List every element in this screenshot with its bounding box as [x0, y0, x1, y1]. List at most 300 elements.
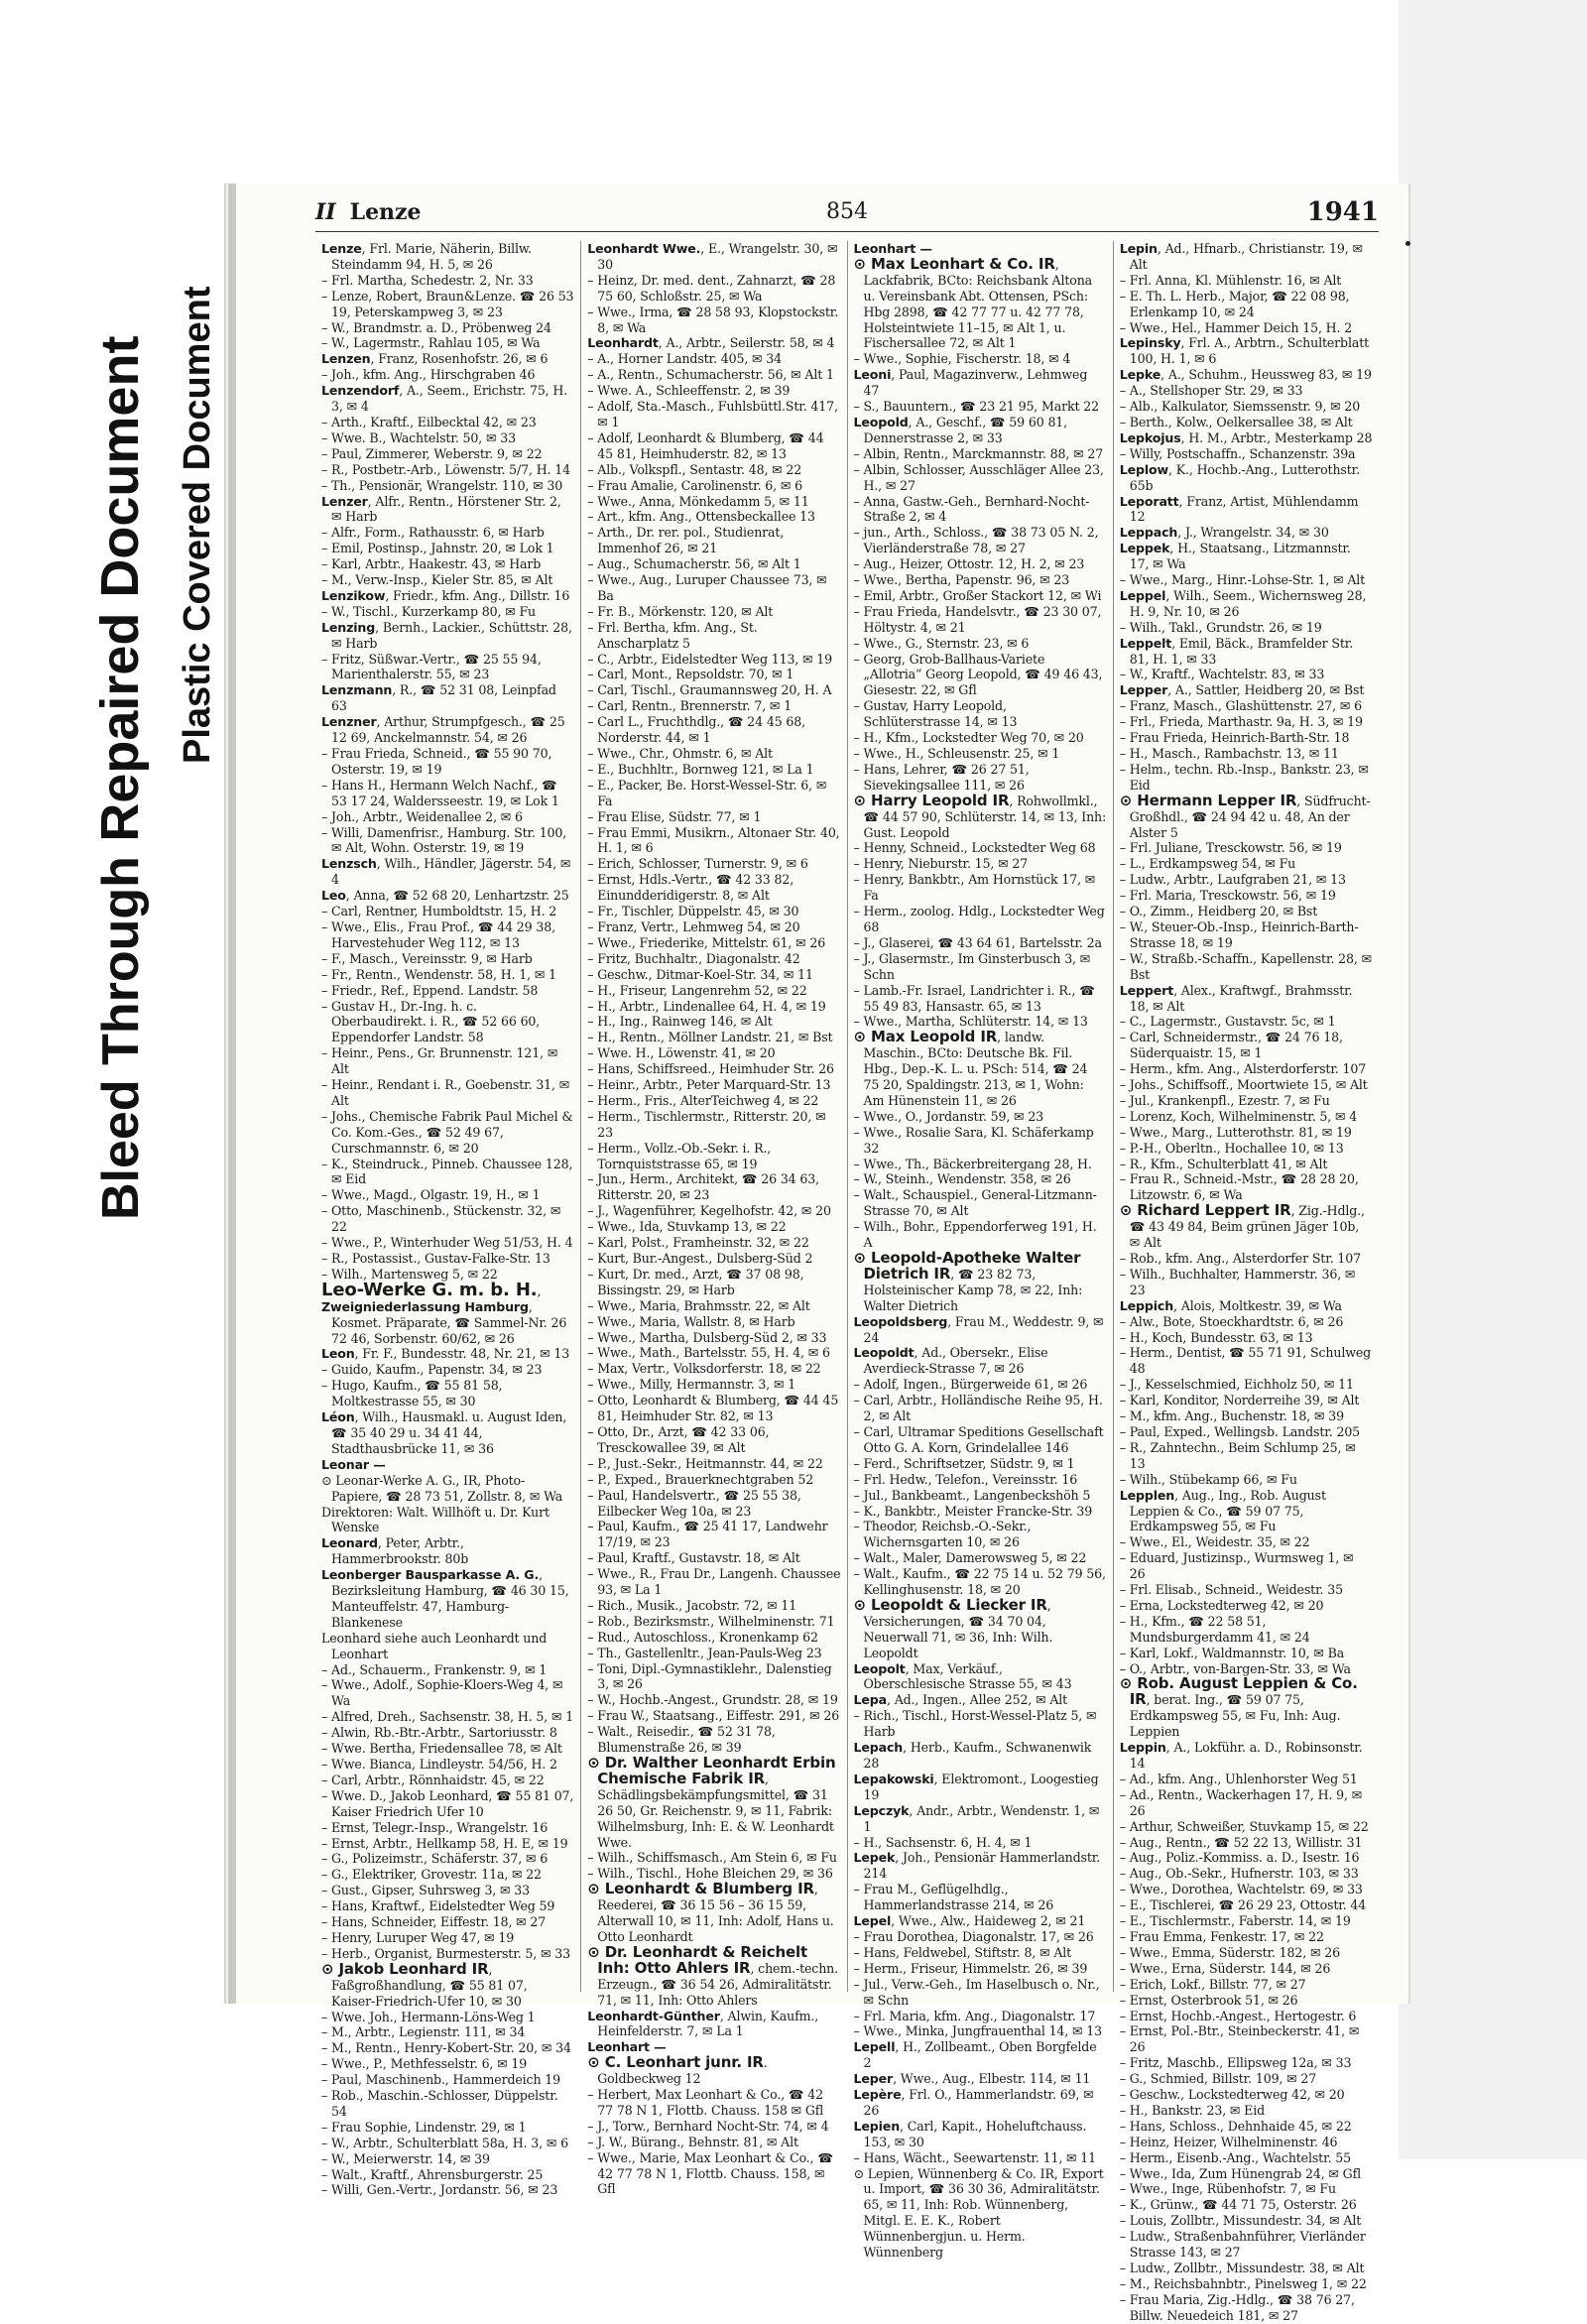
directory-entry: Lepper, A., Sattler, Heidberg 20, ✉ Bst — [1119, 682, 1365, 698]
directory-entry: – Kurt, Bur.-Angest., Dulsberg-Süd 2 — [587, 1251, 813, 1266]
directory-entry: – Wwe. Bertha, Friedensallee 78, ✉ Alt — [321, 1741, 562, 1757]
directory-entry: – Rob., Bezirksmstr., Wilhelminenstr. 71 — [587, 1613, 835, 1629]
directory-entry: – Herbert, Max Leonhart & Co., ☎ 42 77 78 N 1, Flottb. Chauss. 158 ✉ Gfl — [587, 2087, 824, 2118]
directory-entry: ⊙ Max Leonhart & Co. IR, Lackfabrik, BCto: Reichsbank Altona u. Vereinsbank Abt. Ottensen, PSch: Hbg 2898, ☎ 42 77 77 u. 42 77 78, Holsteintwiete 11–15, ✉ Alt 1, u. Fischersallee 72, ✉ Alt 1 — [853, 254, 1093, 351]
directory-entry: – Helm., techn. Rb.-Insp., Bankstr. 23, ✉ Eid — [1119, 761, 1369, 793]
directory-entry: – Wwe., Elis., Frau Prof., ☎ 44 29 38, Harvestehuder Weg 112, ✉ 13 — [321, 918, 555, 950]
directory-entry: – Walt., Maler, Damerowsweg 5, ✉ 22 — [853, 1550, 1087, 1566]
directory-entry: – Wwe., Ida, Stuvkamp 13, ✉ 22 — [587, 1219, 787, 1235]
directory-entry: – Hans, Schneider, Eiffestr. 18, ✉ 27 — [321, 1914, 547, 1930]
directory-entry: – J., Wagenführer, Kegelhofstr. 42, ✉ 20 — [587, 1203, 831, 1219]
directory-entry: – Herm., Tischlermstr., Ritterstr. 20, ✉ 23 — [587, 1108, 826, 1140]
directory-entry: – Carl, Arbtr., Holländische Reihe 95, H. 2, ✉ Alt — [853, 1393, 1103, 1424]
directory-entry: – Jul., Verw.-Geh., Im Haselbusch o. Nr., ✉ Schn — [853, 1976, 1100, 2008]
directory-entry: – E., Buchhltr., Bornweg 121, ✉ La 1 — [587, 761, 814, 777]
directory-entry: – Willi, Damenfrisr., Hamburg. Str. 100, ✉ Alt, Wohn. Osterstr. 19, ✉ 19 — [321, 824, 567, 856]
directory-entry: – Paul, Kaufm., ☎ 25 41 17, Landwehr 17/19, ✉ 23 — [587, 1519, 828, 1550]
directory-entry: – Otto, Dr., Arzt, ☎ 42 33 06, Tresckowallee 39, ✉ Alt — [587, 1423, 770, 1455]
directory-entry: – Wwe., Marg., Hinr.-Lohse-Str. 1, ✉ Alt — [1119, 572, 1366, 588]
directory-entry: – Karl, Arbtr., Haakestr. 43, ✉ Harb — [321, 556, 542, 572]
directory-entry: ⊙ Harry Leopold IR, Rohwollmkl., ☎ 44 57 90, Schlüterstr. 14, ✉ 13, Inh: Gust. Leopold — [853, 791, 1107, 840]
directory-entry: – G., Elektriker, Grovestr. 11a, ✉ 22 — [321, 1867, 543, 1883]
column-3 — [848, 241, 1114, 2261]
directory-entry: – Franz, Masch., Glashüttenstr. 27, ✉ 6 — [1119, 698, 1362, 714]
directory-entry: Lepakowski, Elektromont., Loogestieg 19 — [853, 1771, 1099, 1802]
directory-entry: Lepkojus, H. M., Arbtr., Mesterkamp 28 — [1119, 429, 1373, 445]
directory-entry: – Adolf, Leonhardt & Blumberg, ☎ 44 45 81, Heimhuderstr. 82, ✉ 13 — [587, 429, 824, 461]
directory-entry: – Arthur, Schweißer, Stuvkamp 15, ✉ 22 — [1119, 1818, 1369, 1834]
directory-entry: – Hugo, Kaufm., ☎ 55 81 58, Moltkestrasse 55, ✉ 30 — [321, 1378, 503, 1409]
directory-entry: Lenzner, Arthur, Strumpfgesch., ☎ 25 12 69, Anckelmannstr. 54, ✉ 26 — [321, 714, 565, 746]
directory-entry: – Wwe., Martha, Dulsberg-Süd 2, ✉ 33 — [587, 1329, 827, 1345]
directory-entry: Lepien, Carl, Kapit., Hoheluftchauss. 153, ✉ 30 — [853, 2118, 1087, 2149]
directory-entry: – E., Packer, Be. Horst-Wessel-Str. 6, ✉ Fa — [587, 777, 827, 808]
directory-entry: – Heinz, Heizer, Wilhelminenstr. 46 — [1119, 2134, 1338, 2149]
directory-entry: ⊙ Leopold-Apotheke Walter Dietrich IR, ☎ 23 82 73, Holsteinischer Kamp 78, ✉ 22, Inh: Walter Dietrich — [853, 1249, 1083, 1313]
directory-entry: – H., Friseur, Langenrehm 52, ✉ 22 — [587, 982, 807, 998]
directory-entry: – Fritz, Buchhaltr., Diagonalstr. 42 — [587, 950, 800, 966]
directory-entry: – Rich., Tischl., Horst-Wessel-Platz 5, ✉ Harb — [853, 1708, 1097, 1740]
directory-entry: Leonhardt-Günther, Alwin, Kaufm., Heinfelderstr. 7, ✉ La 1 — [587, 2008, 819, 2039]
plastic-covered-label: Plastic Covered Document — [177, 286, 218, 764]
directory-entry: – Ernst, Arbtr., Hellkamp 58, H. E, ✉ 19 — [321, 1835, 568, 1851]
directory-entry: – Wwe., Bertha, Papenstr. 96, ✉ 23 — [853, 572, 1070, 588]
directory-entry: – Paul, Zimmerer, Weberstr. 9, ✉ 22 — [321, 445, 543, 461]
directory-entry: Leporatt, Franz, Artist, Mühlendamm 12 — [1119, 493, 1359, 525]
directory-entry: Lenzikow, Friedr., kfm. Ang., Dillstr. 16 — [321, 587, 570, 603]
directory-entry: – Ernst, Telegr.-Insp., Wrangelstr. 16 — [321, 1819, 549, 1835]
directory-entry: – Wwe., Adolf., Sophie-Kloers-Weg 4, ✉ Wa — [321, 1677, 563, 1709]
directory-entry: – Toni, Dipl.-Gymnastiklehr., Dalenstieg 3, ✉ 26 — [587, 1660, 832, 1692]
directory-entry: – Aug., Schumacherstr. 56, ✉ Alt 1 — [587, 556, 801, 572]
directory-entry: Leonhart — — [587, 2039, 667, 2055]
directory-entry: – Ad., kfm. Ang., Uhlenhorster Weg 51 — [1119, 1771, 1358, 1786]
directory-entry: – Henry, Bankbtr., Am Hornstück 17, ✉ Fa — [853, 872, 1096, 904]
directory-entry: – Henry, Luruper Weg 47, ✉ 19 — [321, 1929, 515, 1945]
directory-entry: – Frl. Maria, kfm. Ang., Diagonalstr. 17 — [853, 2008, 1096, 2023]
directory-entry: – Paul, Exped., Wellingsb. Landstr. 205 — [1119, 1423, 1361, 1439]
directory-entry: – Wwe. B., Wachtelstr. 50, ✉ 33 — [321, 429, 516, 445]
directory-entry: Leonhart — — [853, 241, 932, 256]
directory-entry: Leplow, K., Hochb.-Ang., Lutterothstr. 65b — [1119, 461, 1360, 493]
directory-entry: – R., Postassist., Gustav-Falke-Str. 13 — [321, 1251, 550, 1266]
directory-entry: ⊙ Lepien, Wünnenberg & Co. IR, Export u. Import, ☎ 36 30 36, Admiralitätstr. 65, ✉ 11, Inh: Rob. Wünnenberg, Mitgl. E. E. K., Robert Wünnenbergjun. u. Herm. Wünnenberg — [853, 2165, 1104, 2261]
directory-entry: – P.-H., Oberltn., Hochallee 10, ✉ 13 — [1119, 1140, 1344, 1156]
directory-entry: – Adolf, Sta.-Masch., Fuhlsbüttl.Str. 417, ✉ 1 — [587, 399, 838, 429]
directory-entry: – Herm., kfm. Ang., Alsterdorferstr. 107 — [1119, 1061, 1367, 1077]
directory-entry: – C., Arbtr., Eidelstedter Weg 113, ✉ 19 — [587, 651, 833, 667]
directory-entry: – R., Kfm., Schulterblatt 41, ✉ Alt — [1119, 1156, 1328, 1171]
directory-entry: ⊙ Leopoldt & Liecker IR, Versicherungen, ☎ 34 70 04, Neuerwall 71, ✉ 36, Inh: Wilh. Leopoldt — [853, 1595, 1053, 1660]
directory-entry: – Wilh., Martensweg 5, ✉ 22 — [321, 1266, 498, 1282]
directory-entry: – O., Arbtr., von-Bargen-Str. 33, ✉ Wa — [1119, 1660, 1351, 1676]
directory-entry: – Willy, Postschaffn., Schanzenstr. 39a — [1119, 445, 1356, 461]
directory-entry: – Carl, Mont., Repsoldstr. 70, ✉ 1 — [587, 667, 794, 682]
directory-entry: Leoni, Paul, Magazinverw., Lehmweg 47 — [853, 367, 1088, 399]
directory-entry: – Ernst, Osterbrook 51, ✉ 26 — [1119, 1992, 1298, 2008]
directory-entry: Leopold, A., Geschf., ☎ 59 60 81, Dennerstrasse 2, ✉ 33 — [853, 414, 1068, 445]
directory-entry: – Lenze, Robert, Braun&Lenze. ☎ 26 53 19, Peterskampweg 3, ✉ 23 — [321, 288, 574, 319]
directory-entry: Lepplen, Aug., Ing., Rob. August Leppien & Co., ☎ 59 07 75, Erdkampsweg 55, ✉ Fu — [1119, 1487, 1326, 1534]
directory-entry: – Herm., Friseur, Himmelstr. 26, ✉ 39 — [853, 1960, 1088, 1976]
directory-entry: – Aug., Ob.-Sekr., Hufnerstr. 103, ✉ 33 — [1119, 1866, 1359, 1882]
directory-entry: – Heinr., Pens., Gr. Brunnenstr. 121, ✉ Alt — [321, 1045, 558, 1077]
directory-entry: – Paul, Kraftf., Gustavstr. 18, ✉ Alt — [587, 1550, 800, 1566]
directory-entry: – Max, Vertr., Volksdorferstr. 18, ✉ 22 — [587, 1361, 821, 1377]
directory-entry: – K., Bankbtr., Meister Francke-Str. 39 — [853, 1503, 1093, 1519]
directory-entry: Leppich, Alois, Moltkestr. 39, ✉ Wa — [1119, 1297, 1342, 1313]
column-4 — [1114, 241, 1379, 2323]
directory-entry: – A., Rentn., Schumacherstr. 56, ✉ Alt 1 — [587, 367, 834, 383]
running-head — [315, 195, 1379, 232]
directory-entry: – Frau Emma, Fenkestr. 17, ✉ 22 — [1119, 1928, 1324, 1944]
directory-entry: – Paul, Maschinenb., Hammerdeich 19 — [321, 2072, 560, 2088]
directory-entry: – Walt., Schauspiel., General-Litzmann-Strasse 70, ✉ Alt — [853, 1187, 1097, 1219]
directory-page — [228, 183, 1410, 2323]
directory-entry: – Wwe. Joh., Hermann-Löns-Weg 1 — [321, 2009, 536, 2024]
directory-entry: – Carl L., Fruchthdlg., ☎ 24 45 68, Norderstr. 44, ✉ 1 — [587, 714, 806, 746]
directory-entry: – Wwe., Chr., Ohmstr. 6, ✉ Alt — [587, 746, 773, 761]
directory-entry: – Herm., Fris., AlterTeichweg 4, ✉ 22 — [587, 1092, 819, 1108]
directory-entry: Lepell, H., Zollbeamt., Oben Borgfelde 2 — [853, 2039, 1097, 2071]
directory-entry: – R., Zahntechn., Beim Schlump 25, ✉ 13 — [1119, 1439, 1356, 1471]
directory-entry: – Alwin, Rb.-Btr.-Arbtr., Sartoriusstr. 8 — [321, 1725, 557, 1741]
directory-entry: – Johs., Chemische Fabrik Paul Michel & Co. Kom.-Ges., ☎ 52 49 67, Curschmannstr. 6, ✉ 20 — [321, 1108, 573, 1156]
directory-entry: – H., Kfm., ☎ 22 58 51, Mundsburgerdamm 41, ✉ 24 — [1119, 1613, 1310, 1645]
directory-entry: – Walt., Kraftf., Ahrensburgerstr. 25 — [321, 2166, 544, 2182]
directory-entry: – Wwe., Anna, Mönkedamm 5, ✉ 11 — [587, 493, 809, 509]
directory-entry: – Frl. Maria, Tresckowstr. 56, ✉ 19 — [1119, 888, 1336, 904]
directory-entry: – H., Masch., Rambachstr. 13, ✉ 11 — [1119, 746, 1339, 761]
directory-entry: – W., Straßb.-Schaffn., Kapellenstr. 28, ✉ Bst — [1119, 950, 1372, 982]
directory-entry: – Henry, Nieburstr. 15, ✉ 27 — [853, 856, 1029, 872]
directory-entry: – Emil, Arbtr., Großer Stackort 12, ✉ Wi — [853, 587, 1102, 603]
directory-entry: – Hans, Schloss., Dehnhaide 45, ✉ 22 — [1119, 2118, 1352, 2134]
directory-entry: Lepère, Frl. O., Hammerlandstr. 69, ✉ 26 — [853, 2087, 1094, 2118]
directory-entry: – Frau Maria, Zig.-Hdlg., ☎ 38 76 27, Billw. Neuedeich 181, ✉ 27 — [1119, 2291, 1355, 2323]
bleed-through-label: Bleed Through Repaired Document — [90, 335, 150, 1220]
directory-entry: – Wwe., H., Schleusenstr. 25, ✉ 1 — [853, 746, 1060, 761]
directory-entry: – H., Ing., Rainweg 146, ✉ Alt — [587, 1014, 773, 1030]
directory-entry: – F., Masch., Vereinsstr. 9, ✉ Harb — [321, 950, 533, 966]
directory-entry: – Albin, Rentn., Marckmannstr. 88, ✉ 27 — [853, 445, 1104, 461]
directory-entry: – M., Verw.-Insp., Kieler Str. 85, ✉ Alt — [321, 572, 553, 588]
directory-entry: – Frau Frieda, Handelsvtr., ☎ 23 30 07, Höltystr. 4, ✉ 21 — [853, 603, 1102, 635]
directory-entry: – Wwe., Th., Bäckerbreitergang 28, H. — [853, 1156, 1092, 1171]
directory-entry: – Wilh., Buchhalter, Hammerstr. 36, ✉ 23 — [1119, 1266, 1356, 1297]
directory-entry: – Adolf, Ingen., Bürgerweide 61, ✉ 26 — [853, 1377, 1088, 1393]
directory-entry: – Alb., Kalkulator, Siemssenstr. 9, ✉ 20 — [1119, 399, 1361, 415]
directory-entry: – Frl. Martha, Schedestr. 2, Nr. 33 — [321, 272, 534, 288]
directory-entry: – Jul., Krankenpfl., Ezestr. 7, ✉ Fu — [1119, 1092, 1330, 1108]
directory-entry: – Wwe., Friederike, Mittelstr. 61, ✉ 26 — [587, 934, 826, 950]
directory-entry: – Carl, Rentn., Brennerstr. 7, ✉ 1 — [587, 698, 793, 714]
directory-entry: – C., Lagermstr., Gustavstr. 5c, ✉ 1 — [1119, 1014, 1336, 1030]
column-1 — [315, 241, 581, 2198]
directory-entry: ⊙ Rob. August Leppien & Co. IR, berat. Ing., ☎ 59 07 75, Erdkampsweg 55, ✉ Fu, Inh: Aug. Leppien — [1119, 1674, 1358, 1740]
directory-entry: – Kurt, Dr. med., Arzt, ☎ 37 08 98, Bissingstr. 29, ✉ Harb — [587, 1266, 804, 1297]
directory-entry: – Wwe., Marg., Lutterothstr. 81, ✉ 19 — [1119, 1124, 1352, 1140]
directory-entry: – Frl., Frieda, Marthastr. 9a, H. 3, ✉ 19 — [1119, 714, 1363, 730]
directory-entry: – Karl, Lokf., Waldmannstr. 10, ✉ Ba — [1119, 1645, 1345, 1660]
directory-entry: – Fr. B., Mörkenstr. 120, ✉ Alt — [587, 603, 774, 619]
directory-entry: – Lorenz, Koch, Wilhelminenstr. 5, ✉ 4 — [1119, 1108, 1358, 1124]
directory-entry: – Wwe., Emma, Süderstr. 182, ✉ 26 — [1119, 1944, 1340, 1960]
directory-entry: Leper, Wwe., Aug., Elbestr. 114, ✉ 11 — [853, 2071, 1091, 2087]
directory-entry: – K., Steindruck., Pinneb. Chaussee 128, ✉ Eid — [321, 1156, 573, 1187]
directory-entry: – Theodor, Reichsb.-O.-Sekr., Wichernsgarten 10, ✉ 26 — [853, 1519, 1032, 1550]
background-strip — [1399, 0, 1587, 2159]
directory-entry: Lepin, Ad., Hfnarb., Christianstr. 19, ✉ Alt — [1119, 241, 1363, 272]
directory-entry: – Henny, Schneid., Lockstedter Weg 68 — [853, 840, 1096, 856]
directory-entry: – Karl, Konditor, Norderreihe 39, ✉ Alt — [1119, 1393, 1360, 1408]
directory-entry: – W., Brandmstr. a. D., Pröbenweg 24 — [321, 319, 551, 335]
directory-entry: – Wwe., R., Frau Dr., Langenh. Chaussee 93, ✉ La 1 — [587, 1566, 841, 1598]
directory-entry: – Rud., Autoschloss., Kronenkamp 62 — [587, 1629, 818, 1645]
directory-entry: Lepach, Herb., Kaufm., Schwanenwik 28 — [853, 1740, 1092, 1771]
directory-entry: – Frl. Bertha, kfm. Ang., St. Anscharplatz 5 — [587, 619, 758, 651]
directory-entry: Leppelt, Emil, Bäck., Bramfelder Str. 81, H. 1, ✉ 33 — [1119, 635, 1354, 667]
directory-entry: – W., Steuer-Ob.-Insp., Heinrich-Barth-Strasse 18, ✉ 19 — [1119, 918, 1359, 950]
directory-entry: – Wwe., Math., Bartelsstr. 55, H. 4, ✉ 6 — [587, 1345, 830, 1361]
directory-entry: – Heinr., Rendant i. R., Goebenstr. 31, ✉ Alt — [321, 1077, 570, 1108]
directory-entry: – Hans, Schiffsreed., Heimhuder Str. 26 — [587, 1061, 834, 1077]
directory-entry: – Hans H., Hermann Welch Nachf., ☎ 53 17 24, Waldersseestr. 19, ✉ Lok 1 — [321, 777, 559, 808]
directory-entry: – Carl, Ultramar Speditions Gesellschaft Otto G. A. Korn, Grindelallee 146 — [853, 1423, 1104, 1455]
year-label: 1941 — [1306, 197, 1379, 227]
directory-entry: – M., Arbtr., Legienstr. 111, ✉ 34 — [321, 2024, 526, 2040]
directory-entry: – Anna, Gastw.-Geh., Bernhard-Nocht-Straße 2, ✉ 4 — [853, 493, 1090, 525]
directory-entry: – H., Bankstr. 23, ✉ Eid — [1119, 2102, 1265, 2118]
directory-entry: – M., Reichsbahnbtr., Pinelsweg 1, ✉ 22 — [1119, 2275, 1367, 2291]
directory-entry: Leopolt, Max, Verkäuf., Oberschlesische Strasse 55, ✉ 43 — [853, 1660, 1072, 1692]
column-keyword: II Lenze — [315, 199, 422, 225]
directory-entry: – Paul, Handelsvertr., ☎ 25 55 38, Eilbecker Weg 10a, ✉ 23 — [587, 1487, 801, 1519]
directory-entry: Lepczyk, Andr., Arbtr., Wendenstr. 1, ✉ 1 — [853, 1802, 1100, 1834]
directory-entry: – Erna, Lockstedterweg 42, ✉ 20 — [1119, 1597, 1324, 1613]
edge-dot — [1405, 241, 1410, 246]
directory-entry: – Frl. Elisab., Schneid., Weidestr. 35 — [1119, 1582, 1343, 1598]
directory-entry: – Joh., kfm. Ang., Hirschgraben 46 — [321, 367, 536, 383]
directory-entry: Leonberger Bausparkasse A. G., Bezirksleitung Hamburg, ☎ 46 30 15, Manteuffelstr. 47, Hamburg-Blankenese — [321, 1567, 569, 1630]
directory-entry: – Wwe., Minka, Jungfrauenthal 14, ✉ 13 — [853, 2023, 1102, 2039]
directory-entry: – W., Meierwerstr. 14, ✉ 39 — [321, 2150, 490, 2166]
directory-entry: ⊙ Max Leopold IR, landw. Maschin., BCto: Deutsche Bk. Fil. Hbg., Dep.-K. L. u. PSch: 514, ☎ 24 75 20, Spaldingstr. 213, ✉ 1, Wohn: Am Hünenstein 11, ✉ 26 — [853, 1028, 1088, 1108]
directory-entry: – Lamb.-Fr. Israel, Landrichter i. R., ☎ 55 49 83, Hansastr. 65, ✉ 13 — [853, 982, 1095, 1014]
directory-entry: – Aug., Rentn., ☎ 52 22 13, Willistr. 31 — [1119, 1834, 1363, 1850]
directory-entry: Lenzmann, R., ☎ 52 31 08, Leinpfad 63 — [321, 682, 556, 714]
directory-entry: Zweigniederlassung Hamburg, Kosmet. Präparate, ☎ Sammel-Nr. 26 72 46, Sorbenstr. 60/62, ✉ 26 — [321, 1298, 567, 1346]
directory-entry: – J., Glaserei, ☎ 43 64 61, Bartelsstr. 2a — [853, 934, 1102, 950]
directory-entry: – Gustav H., Dr.-Ing. h. c. Oberbaudirekt. i. R., ☎ 52 66 60, Eppendorfer Landstr. 58 — [321, 998, 541, 1045]
directory-entry: – Frau Amalie, Carolinenstr. 6, ✉ 6 — [587, 477, 802, 493]
directory-entry: – Frau W., Staatsang., Eiffestr. 291, ✉ 26 — [587, 1708, 840, 1724]
directory-entry: – Jul., Bankbeamt., Langenbeckshöh 5 — [853, 1487, 1091, 1503]
directory-entry: Lepek, Joh., Pensionär Hammerlandstr. 214 — [853, 1850, 1101, 1882]
directory-entry: – Wwe., Marie, Max Leonhart & Co., ☎ 42 77 78 N 1, Flottb. Chauss. 158, ✉ Gfl — [587, 2149, 833, 2197]
directory-entry: – Walt., Reisedir., ☎ 52 31 78, Blumenstraße 26, ✉ 39 — [587, 1724, 776, 1756]
directory-entry: Leon, Fr. F., Bundesstr. 48, Nr. 21, ✉ 13 — [321, 1346, 570, 1362]
directory-entry: – Herm., zoolog. Hdlg., Lockstedter Weg 68 — [853, 904, 1105, 934]
directory-entry: – Joh., Arbtr., Weidenallee 2, ✉ 6 — [321, 808, 523, 824]
directory-entry: – Louis, Zollbtr., Missundestr. 34, ✉ Alt — [1119, 2213, 1362, 2229]
directory-entry: – Hans, Wächt., Seewartenstr. 11, ✉ 11 — [853, 2149, 1097, 2165]
directory-entry: – Frau R., Schneid.-Mstr., ☎ 28 28 20, Litzowstr. 6, ✉ Wa — [1119, 1171, 1359, 1203]
directory-entry: – Wwe. H., Löwenstr. 41, ✉ 20 — [587, 1045, 776, 1061]
directory-entry: – W., Lagermstr., Rahlau 105, ✉ Wa — [321, 335, 541, 351]
directory-entry: ⊙ Richard Leppert IR, Zig.-Hdlg., ☎ 43 49 84, Beim grünen Jäger 10b, ✉ Alt — [1119, 1201, 1365, 1251]
directory-entry: – W., Steinh., Wendenstr. 358, ✉ 26 — [853, 1171, 1071, 1187]
directory-entry: ⊙ Leonhardt & Blumberg IR, Reederei, ☎ 36 15 56 – 36 15 59, Alterwall 10, ✉ 11, Inh: Adolf, Hans u. Otto Leonhardt — [587, 1880, 834, 1944]
directory-entry: – Herb., Organist, Burmesterstr. 5, ✉ 33 — [321, 1945, 570, 1961]
directory-entry: – Wwe., Aug., Luruper Chaussee 73, ✉ Ba — [587, 572, 827, 603]
directory-entry: – Wwe., Magd., Olgastr. 19, H., ✉ 1 — [321, 1187, 541, 1203]
directory-entry: – Wwe., P., Methfesselstr. 6, ✉ 19 — [321, 2056, 528, 2072]
directory-entry: – J., Kesselschmied, Eichholz 50, ✉ 11 — [1119, 1377, 1354, 1393]
directory-entry: – Wilh., Stübekamp 66, ✉ Fu — [1119, 1471, 1297, 1487]
directory-entry: Leppek, H., Staatsang., Litzmannstr. 17, ✉ Wa — [1119, 541, 1351, 572]
directory-entry: – Erich, Schlosser, Turnerstr. 9, ✉ 6 — [587, 856, 808, 872]
directory-entry: – E., Tischlermstr., Faberstr. 14, ✉ 19 — [1119, 1913, 1351, 1929]
directory-entry: – P., Just.-Sekr., Heitmannstr. 44, ✉ 22 — [587, 1455, 823, 1471]
directory-entry: – P., Exped., Brauerknechtgraben 52 — [587, 1471, 814, 1487]
directory-entry: Lenzendorf, A., Seem., Erichstr. 75, H. 3, ✉ 4 — [321, 383, 568, 415]
directory-entry: Leonard, Peter, Arbtr., Hammerbrookstr. 80b — [321, 1535, 469, 1567]
directory-entry: – Carl, Arbtr., Rönnhaidstr. 45, ✉ 22 — [321, 1772, 545, 1787]
directory-entry: – Wwe., O., Jordanstr. 59, ✉ 23 — [853, 1108, 1044, 1124]
directory-entry: – W., Hochb.-Angest., Grundstr. 28, ✉ 19 — [587, 1692, 838, 1708]
side-labels — [0, 0, 228, 2159]
directory-entry: – Aug., Poliz.-Kommiss. a. D., Isestr. 16 — [1119, 1850, 1360, 1866]
directory-entry: – L., Erdkampsweg 54, ✉ Fu — [1119, 856, 1296, 872]
directory-entry: – Hans, Kraftwf., Eidelstedter Weg 59 — [321, 1898, 555, 1914]
directory-entry: Leonhard siehe auch Leonhardt und Leonhart — [321, 1630, 548, 1661]
directory-entry: – Wilh., Tischl., Hohe Bleichen 29, ✉ 36 — [587, 1866, 833, 1882]
directory-entry: Leopoldsberg, Frau M., Weddestr. 9, ✉ 24 — [853, 1313, 1104, 1345]
directory-entry: Leo, Anna, ☎ 52 68 20, Lenhartzstr. 25 — [321, 888, 569, 904]
directory-entry: – Wwe., Maria, Brahmsstr. 22, ✉ Alt — [587, 1297, 810, 1313]
directory-entry: – Arth., Dr. rer. pol., Studienrat, Immenhof 26, ✉ 21 — [587, 525, 785, 556]
directory-entry: – Wwe., Maria, Wallstr. 8, ✉ Harb — [587, 1313, 795, 1329]
directory-entry: – Frau Emmi, Musikrn., Altonaer Str. 40, H. 1, ✉ 6 — [587, 824, 840, 856]
directory-entry: – Wwe., Milly, Hermannstr. 3, ✉ 1 — [587, 1377, 796, 1393]
directory-entry: – Wilh., Schiffsmasch., Am Stein 6, ✉ Fu — [587, 1850, 837, 1866]
directory-entry: – J., Torw., Bernhard Nocht-Str. 74, ✉ 4 — [587, 2118, 829, 2134]
directory-entry: – Ludw., Straßenbahnführer, Vierländer Strasse 143, ✉ 27 — [1119, 2229, 1366, 2261]
directory-entry: – Ernst, Pol.-Btr., Steinbeckerstr. 41, ✉ 26 — [1119, 2023, 1360, 2055]
directory-entry: – Frau Elise, Südstr. 77, ✉ 1 — [587, 808, 762, 824]
directory-entry: – Frl. Anna, Kl. Mühlenstr. 16, ✉ Alt — [1119, 272, 1342, 288]
directory-entry: Lenzsch, Wilh., Händler, Jägerstr. 54, ✉ 4 — [321, 856, 571, 888]
directory-entry: – Rob., kfm. Ang., Alsterdorfer Str. 107 — [1119, 1251, 1361, 1266]
directory-entry: – A., Stellshoper Str. 29, ✉ 33 — [1119, 383, 1303, 399]
directory-entry: – Ludw., Zollbtr., Missundestr. 38, ✉ Alt — [1119, 2261, 1365, 2275]
directory-entry: – Fr., Tischler, Düppelstr. 45, ✉ 30 — [587, 904, 799, 919]
directory-entry: – Frl. Juliane, Tresckowstr. 56, ✉ 19 — [1119, 840, 1342, 856]
directory-entry: Lepke, A., Schuhm., Heussweg 83, ✉ 19 — [1119, 367, 1372, 383]
directory-entry: – Fritz, Süßwar.-Vertr., ☎ 25 55 94, Marienthalerstr. 55, ✉ 23 — [321, 651, 542, 682]
directory-entry: – Hans, Feldwebel, Stiftstr. 8, ✉ Alt — [853, 1944, 1072, 1960]
directory-entry: – Wwe., Martha, Schlüterstr. 14, ✉ 13 — [853, 1014, 1088, 1030]
directory-entry: ⊙ Hermann Lepper IR, Südfrucht-Großhdl., ☎ 24 94 42 u. 48, An der Alster 5 — [1119, 791, 1371, 840]
directory-entry: – Herm., Vollz.-Ob.-Sekr. i. R., Tornquiststrasse 65, ✉ 19 — [587, 1140, 772, 1171]
directory-entry: – Alb., Volkspfl., Sentastr. 48, ✉ 22 — [587, 461, 802, 477]
directory-entry: – M., kfm. Ang., Buchenstr. 18, ✉ 39 — [1119, 1408, 1344, 1424]
directory-entry: – H., Arbtr., Lindenallee 64, H. 4, ✉ 19 — [587, 998, 826, 1014]
directory-entry: – Otto, Leonhardt & Blumberg, ☎ 44 45 81, Heimhuder Str. 82, ✉ 13 — [587, 1393, 839, 1424]
directory-entry: – Ernst, Hochb.-Angest., Hertogestr. 6 — [1119, 2008, 1357, 2023]
directory-entry: Lenzer, Alfr., Rentn., Hörstener Str. 2, ✉ Harb — [321, 493, 561, 525]
directory-entry: – R., Postbetr.-Arb., Löwenstr. 5/7, H. 14 — [321, 461, 570, 477]
directory-entry: – Walt., Kaufm., ☎ 22 75 14 u. 52 79 56, Kellinghusenstr. 18, ✉ 20 — [853, 1566, 1106, 1598]
directory-entry: – G., Schmied, Billstr. 109, ✉ 27 — [1119, 2071, 1317, 2087]
directory-entry: – E. Th. L. Herb., Major, ☎ 22 08 98, Erlenkamp 10, ✉ 24 — [1119, 288, 1350, 319]
directory-entry: Leppach, J., Wrangelstr. 34, ✉ 30 — [1119, 525, 1329, 541]
directory-entry: – Geschw., Lockstedterweg 42, ✉ 20 — [1119, 2087, 1345, 2103]
directory-entry: – W., Kraftf., Wachtelstr. 83, ✉ 33 — [1119, 667, 1325, 682]
directory-entry: – Wwe., G., Sternstr. 23, ✉ 6 — [853, 635, 1030, 651]
directory-entry: – Carl, Rentner, Humboldtstr. 15, H. 2 — [321, 904, 557, 919]
directory-entry: Lepa, Ad., Ingen., Allee 252, ✉ Alt — [853, 1692, 1068, 1708]
directory-entry: – Fr., Rentn., Wendenstr. 58, H. 1, ✉ 1 — [321, 966, 556, 982]
directory-entry: – Ferd., Schriftsetzer, Südstr. 9, ✉ 1 — [853, 1455, 1075, 1471]
directory-entry: – Ad., Rentn., Wackerhagen 17, H. 9, ✉ 26 — [1119, 1786, 1363, 1818]
directory-entry: – Frau Dorothea, Diagonalstr. 17, ✉ 26 — [853, 1928, 1094, 1944]
directory-entry: Leppel, Wilh., Seem., Wichernsweg 28, H. 9, Nr. 10, ✉ 26 — [1119, 587, 1367, 619]
directory-entry: – Frl. Hedw., Telefon., Vereinsstr. 16 — [853, 1471, 1078, 1487]
directory-entry: – Wwe., Erna, Süderstr. 144, ✉ 26 — [1119, 1960, 1331, 1976]
directory-entry: ⊙ Jakob Leonhard IR, Faßgroßhandlung, ☎ 55 81 07, Kaiser-Friedrich-Ufer 10, ✉ 30 — [321, 1959, 528, 2009]
directory-entry: – Rob., Maschin.-Schlosser, Düppelstr. 54 — [321, 2088, 558, 2119]
directory-entry: Lepel, Wwe., Alw., Haideweg 2, ✉ 21 — [853, 1913, 1086, 1929]
directory-entry: Lepinsky, Frl. A., Arbtrn., Schulterblatt 100, H. 1, ✉ 6 — [1119, 335, 1370, 367]
directory-entry: – Otto, Maschinenb., Stückenstr. 32, ✉ 22 — [321, 1203, 561, 1235]
directory-entry: – jun., Arth., Schloss., ☎ 38 73 05 N. 2, Vierländerstraße 78, ✉ 27 — [853, 525, 1099, 556]
directory-entry: – Franz, Vertr., Lehmweg 54, ✉ 20 — [587, 918, 800, 934]
directory-entry: – Alfr., Form., Rathausstr. 6, ✉ Harb — [321, 525, 545, 541]
directory-entry: – K., Grünw., ☎ 44 71 75, Osterstr. 26 — [1119, 2197, 1357, 2213]
directory-entry: – Jun., Herm., Architekt, ☎ 26 34 63, Ritterstr. 20, ✉ 23 — [587, 1171, 819, 1203]
directory-entry: – Heinr., Arbtr., Peter Marquard-Str. 13 — [587, 1077, 831, 1093]
directory-entry: – Wwe. D., Jakob Leonhard, ☎ 55 81 07, Kaiser Friedrich Ufer 10 — [321, 1787, 574, 1819]
directory-entry: – Wwe. A., Schleeffenstr. 2, ✉ 39 — [587, 383, 791, 399]
directory-entry: – Wwe. Bianca, Lindleystr. 54/56, H. 2 — [321, 1757, 557, 1772]
directory-entry: – Geschw., Ditmar-Koel-Str. 34, ✉ 11 — [587, 966, 813, 982]
directory-entry: – Wwe., Hel., Hammer Deich 15, H. 2 — [1119, 319, 1353, 335]
directory-entry: – Herm., Dentist, ☎ 55 71 91, Schulweg 48 — [1119, 1345, 1372, 1377]
directory-entry: Lenzing, Bernh., Lackier., Schüttstr. 28, ✉ Harb — [321, 619, 572, 651]
directory-entry: – H., Koch, Bundesstr. 63, ✉ 13 — [1119, 1329, 1313, 1345]
directory-entry: Leo-Werke G. m. b. H., — [321, 1279, 542, 1300]
directory-entry: – O., Zimm., Heidberg 20, ✉ Bst — [1119, 904, 1318, 919]
directory-entry: Léon, Wilh., Hausmakl. u. August Iden, ☎ 35 40 29 u. 34 41 44, Stadthausbrücke 11, ✉ 36 — [321, 1409, 567, 1456]
directory-entry: – Wwe., Rosalie Sara, Kl. Schäferkamp 32 — [853, 1124, 1094, 1156]
directory-entry: – Wilh., Takl., Grundstr. 26, ✉ 19 — [1119, 619, 1322, 635]
directory-entry: – A., Horner Landstr. 405, ✉ 34 — [587, 351, 783, 367]
directory-entry: – Wwe., El., Weidestr. 35, ✉ 22 — [1119, 1534, 1310, 1550]
directory-entry: – Eduard, Justizinsp., Wurmsweg 1, ✉ 26 — [1119, 1550, 1354, 1582]
directory-entry: Direktoren: Walt. Willhöft u. Dr. Kurt Wenske — [321, 1504, 549, 1535]
page-number: 854 — [826, 199, 868, 224]
directory-entry: – Johs., Schiffsoff., Moortwiete 15, ✉ Alt — [1119, 1077, 1368, 1093]
directory-entry: ⊙ Leonar-Werke A. G., IR, Photo-Papiere, ☎ 28 73 51, Zollstr. 8, ✉ Wa — [321, 1472, 563, 1504]
directory-entry: – W., Arbtr., Schulterblatt 58a, H. 3, ✉ 6 — [321, 2135, 568, 2150]
directory-entry: – Ludw., Arbtr., Laufgraben 21, ✉ 13 — [1119, 872, 1346, 888]
directory-entry: – Th., Gastellenltr., Jean-Pauls-Weg 23 — [587, 1645, 822, 1660]
directory-entry: – Wwe., Dorothea, Wachtelstr. 69, ✉ 33 — [1119, 1882, 1363, 1897]
directory-entry: – J., Glasermstr., Im Ginsterbusch 3, ✉ Schn — [853, 950, 1091, 982]
directory-entry: – Frau Sophie, Lindenstr. 29, ✉ 1 — [321, 2119, 527, 2135]
